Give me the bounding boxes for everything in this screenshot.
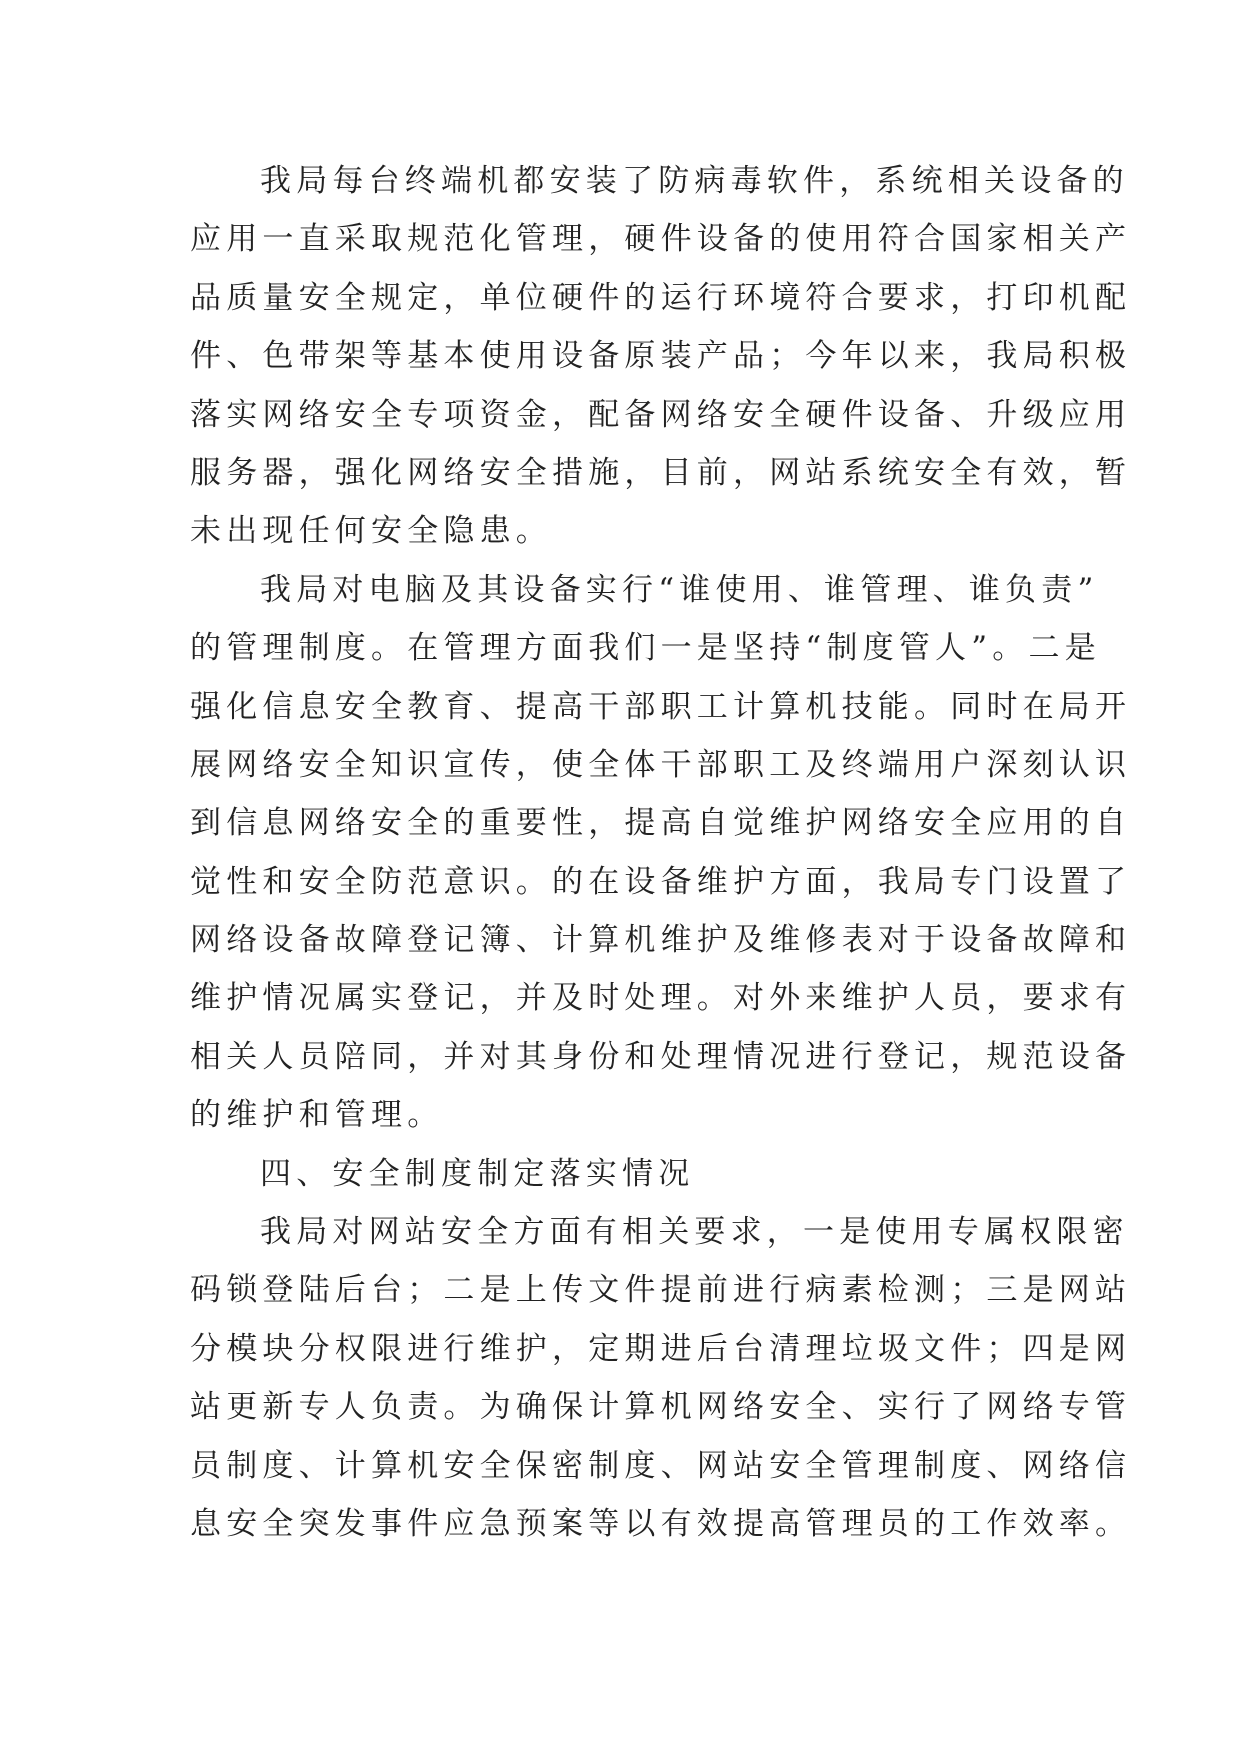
- text-line: 应用一直采取规范化管理，硬件设备的使用符合国家相关产: [190, 221, 1132, 258]
- text-line: 强化信息安全教育、提高干部职工计算机技能。同时在局开: [190, 688, 1132, 725]
- text-line: 我局对网站安全方面有相关要求，一是使用专属权限密: [260, 1214, 1129, 1251]
- text-line: 觉性和安全防范意识。的在设备维护方面，我局专门设置了: [190, 863, 1132, 900]
- text-line: 分模块分权限进行维护，定期进后台清理垃圾文件；四是网: [190, 1330, 1132, 1367]
- text-line: 息安全突发事件应急预案等以有效提高管理员的工作效率。: [190, 1505, 1132, 1542]
- text-line: 我局对电脑及其设备实行“谁使用、谁管理、谁负责”: [260, 571, 1099, 608]
- text-line: 品质量安全规定，单位硬件的运行环境符合要求，打印机配: [190, 279, 1132, 316]
- text-line: 网络设备故障登记簿、计算机维护及维修表对于设备故障和: [190, 922, 1132, 959]
- text-line: 的管理制度。在管理方面我们一是坚持“制度管人”。二是: [190, 630, 1101, 667]
- paragraph-1: [190, 152, 1132, 561]
- text-line: 服务器，强化网络安全措施，目前，网站系统安全有效，暂: [190, 454, 1132, 491]
- text-line: 相关人员陪同，并对其身份和处理情况进行登记，规范设备: [190, 1038, 1132, 1075]
- text-line: 我局每台终端机都安装了防病毒软件，系统相关设备的: [260, 163, 1129, 199]
- text-line: 码锁登陆后台；二是上传文件提前进行病素检测；三是网站: [190, 1272, 1132, 1309]
- text-line: 的维护和管理。: [190, 1097, 444, 1134]
- text-line: 未出现任何安全隐患。: [190, 513, 552, 550]
- document-body: [190, 152, 1132, 1553]
- section-heading-text: 四、安全制度制定落实情况: [260, 1155, 695, 1192]
- text-line: 员制度、计算机安全保密制度、网站安全管理制度、网络信: [190, 1447, 1132, 1484]
- text-line: 展网络安全知识宣传，使全体干部职工及终端用户深刻认识: [190, 746, 1132, 783]
- text-line: 落实网络安全专项资金，配备网络安全硬件设备、升级应用: [190, 396, 1132, 433]
- section-heading: [190, 1145, 1050, 1203]
- text-line: 站更新专人负责。为确保计算机网络安全、实行了网络专管: [190, 1389, 1132, 1426]
- text-line: 到信息网络安全的重要性，提高自觉维护网络安全应用的自: [190, 805, 1132, 842]
- text-line: 维护情况属实登记，并及时处理。对外来维护人员，要求有: [190, 980, 1132, 1017]
- paragraph-3: [190, 1203, 1132, 1553]
- paragraph-2: [190, 561, 1132, 1145]
- text-line: 件、色带架等基本使用设备原装产品；今年以来，我局积极: [190, 338, 1132, 375]
